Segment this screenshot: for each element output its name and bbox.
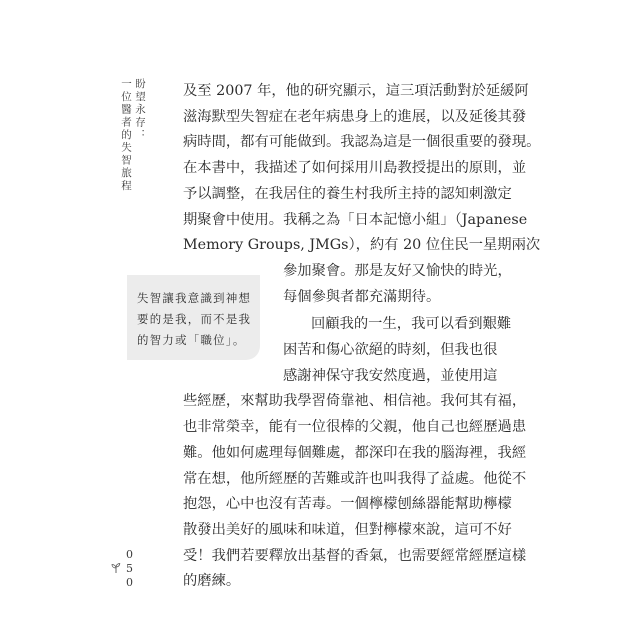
text-line: 感謝神保守我安然度過，並使用這 [283, 367, 498, 384]
running-head-subtitle: 一位醫者的失智旅程 [120, 78, 132, 193]
pull-quote-line: 要的是我，而不是我 [137, 312, 252, 326]
text-line: 在本書中，我描述了如何採用川島教授提出的原則，並 [183, 160, 527, 177]
pull-quote-line: 的智力或「職位」。 [137, 333, 246, 347]
text-line: 受！我們若要釋放出基督的香氣，也需要經常經歷這樣 [183, 547, 527, 564]
page-number: 050 [123, 548, 136, 590]
text-line: 也非常榮幸，能有一位很棒的父親，他自己也經歷過患 [183, 419, 527, 436]
text-line: 期聚會中使用。我稱之為「日本記憶小組」（Japanese [183, 211, 528, 228]
running-head [111, 78, 147, 268]
text-line: 難。他如何處理每個難處，都深印在我的腦海裡，我經 [183, 444, 527, 461]
text-line: 及至 2007 年，他的研究顯示，這三項活動對於延緩阿 [183, 83, 529, 99]
text-line: 困苦和傷心欲絕的時刻，但我也很 [283, 342, 498, 359]
text-line: 每個參與者都充滿期待。 [283, 288, 441, 305]
text-line: 的磨練。 [183, 573, 241, 590]
text-line: Memory Groups, JMGs），約有 20 位住民一星期兩次 [183, 237, 541, 254]
paragraph-2 [183, 312, 527, 595]
text-line: 回顧我的一生，我可以看到艱難 [311, 316, 512, 333]
text-line: 滋海默型失智症在老年病患身上的進展，以及延後其發 [183, 108, 527, 125]
text-line: 些經歷，來幫助我學習倚靠祂、相信祂。我何其有福， [183, 393, 527, 410]
text-line: 常在想，他所經歷的苦難或許也叫我得了益處。他從不 [183, 470, 527, 487]
paragraph-1 [183, 79, 541, 310]
text-line: 予以調整，在我居住的養生村我所主持的認知刺激定 [183, 185, 512, 202]
text-line: 病時間，都有可能做到。我認為這是一個很重要的發現。 [183, 134, 541, 151]
sprout-icon [111, 562, 121, 574]
text-line: 抱怨，心中也沒有苦毒。一個檸檬刨絲器能幫助檸檬 [183, 496, 512, 513]
text-line: 散發出美好的風味和味道，但對檸檬來說，這可不好 [183, 521, 512, 538]
body-text [183, 79, 541, 595]
pull-quote-line: 失智讓我意識到神想 [137, 291, 252, 305]
running-head-series: 盼望永存： [134, 78, 146, 142]
text-line: 參加聚會。那是友好又愉快的時光， [283, 262, 512, 279]
